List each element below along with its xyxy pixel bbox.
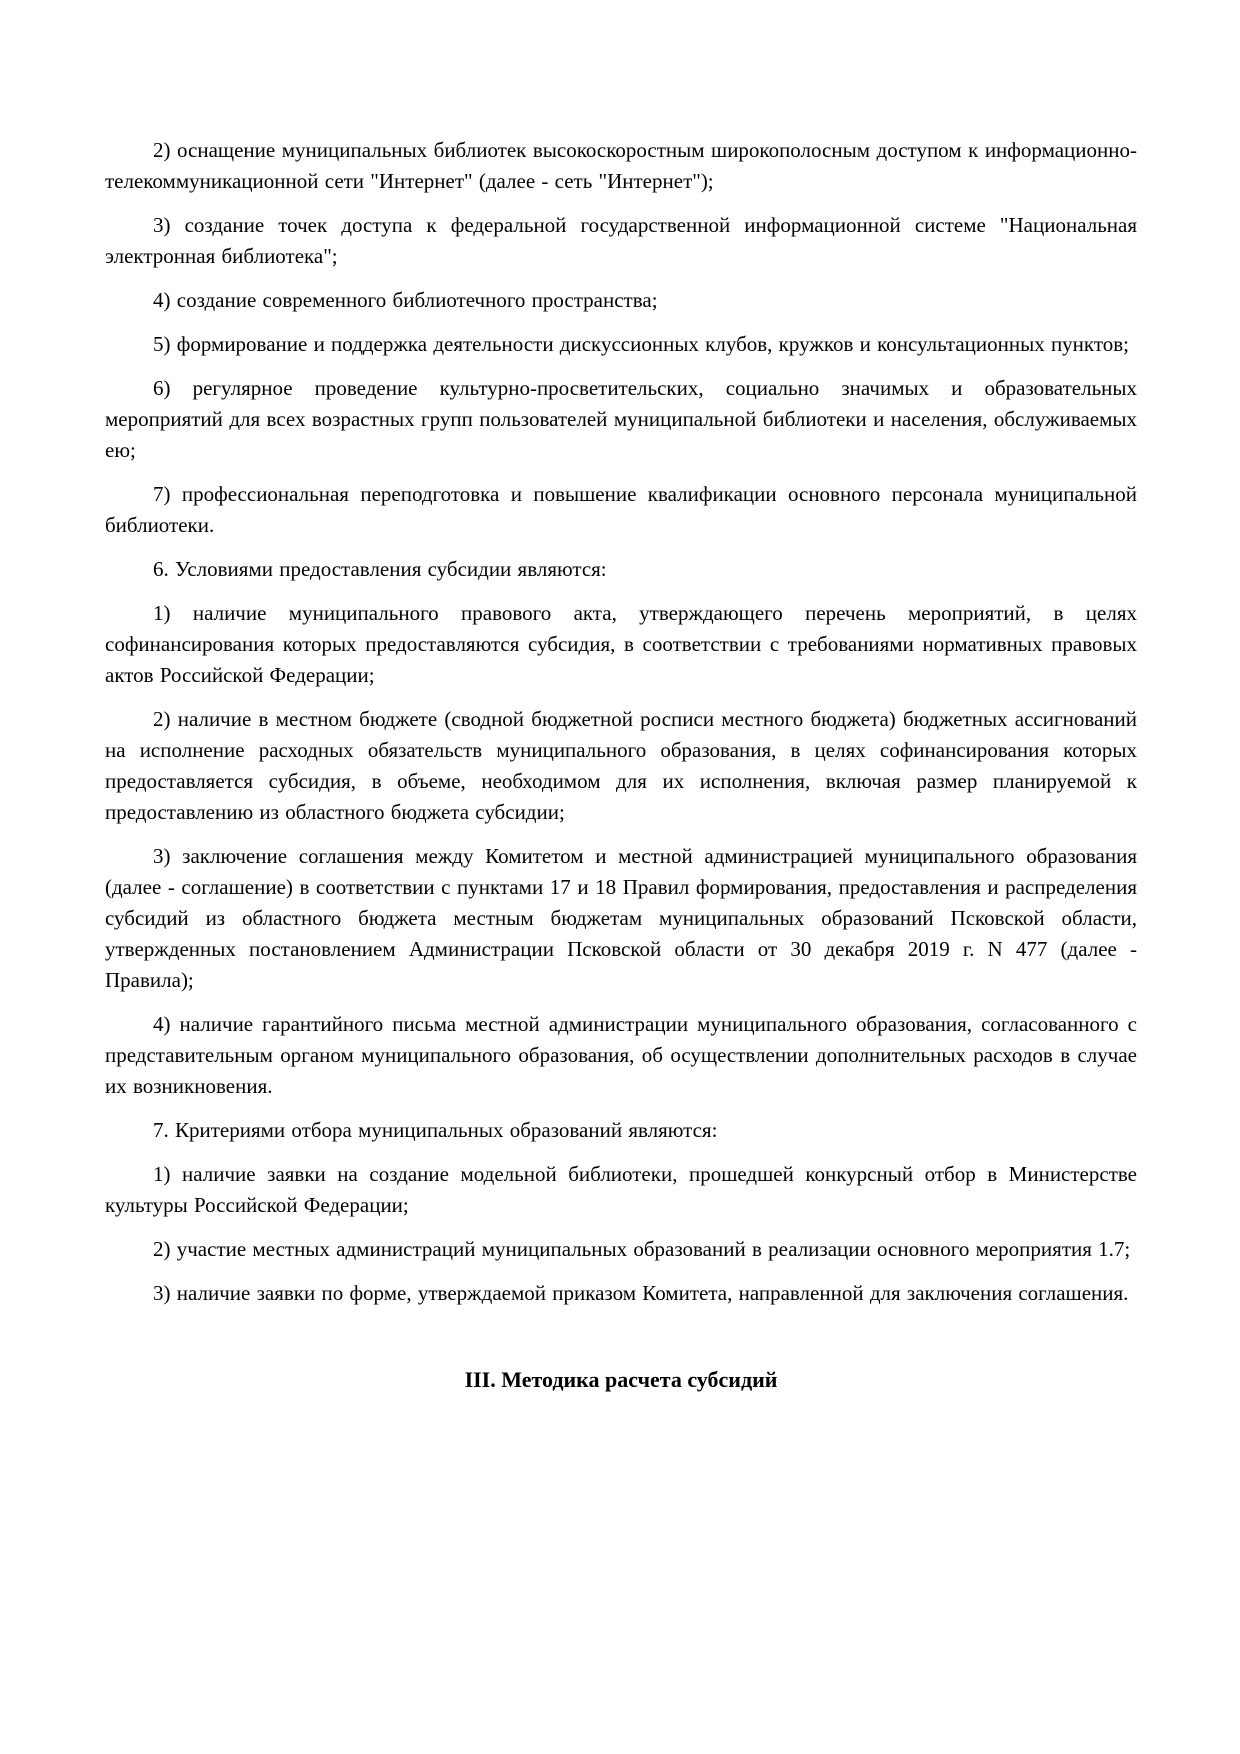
paragraph: 5) формирование и поддержка деятельности дискуссионных клубов, кружков и консультационных пунктов; — [153, 332, 1129, 356]
paragraph: 7. Критериями отбора муниципальных образований являются: — [153, 1118, 718, 1142]
paragraph: 4) создание современного библиотечного пространства; — [153, 288, 658, 312]
paragraph: 3) заключение соглашения между Комитетом и местной администрацией муниципального образования (далее - соглашение) в соответствии с пунктами 17 и 18 Правил формирования, предоставления и распределения субсидий из областного бюджета местным бюджетам муниципальных образований Псковской области, утвержденных постановлением Администрации Псковской области от 30 декабря 2019 г. N 477 (далее - Правила); — [105, 844, 1137, 992]
paragraph: 3) наличие заявки по форме, утверждаемой приказом Комитета, направленной для заключения соглашения. — [153, 1281, 1129, 1305]
paragraph: 1) наличие заявки на создание модельной библиотеки, прошедшей конкурсный отбор в Министерстве культуры Российской Федерации; — [105, 1162, 1137, 1217]
paragraph: 4) наличие гарантийного письма местной администрации муниципального образования, согласованного с представительным органом муниципального образования, об осуществлении дополнительных расходов в случае их возникновения. — [105, 1012, 1137, 1098]
paragraph: 2) участие местных администраций муниципальных образований в реализации основного мероприятия 1.7; — [153, 1237, 1131, 1261]
paragraph: 1) наличие муниципального правового акта, утверждающего перечень мероприятий, в целях софинансирования которых предоставляются субсидия, в соответствии с требованиями нормативных правовых актов Российской Федерации; — [105, 601, 1137, 687]
paragraph: 3) создание точек доступа к федеральной государственной информационной системе "Национальная электронная библиотека"; — [105, 213, 1137, 268]
paragraph: 6. Условиями предоставления субсидии являются: — [153, 557, 607, 581]
paragraph: 2) оснащение муниципальных библиотек высокоскоростным широкополосным доступом к информационно-телекоммуникационной сети "Интернет" (далее - сеть "Интернет"); — [105, 138, 1137, 193]
paragraph: 2) наличие в местном бюджете (сводной бюджетной росписи местного бюджета) бюджетных ассигнований на исполнение расходных обязательств муниципального образования, в целях софинансирования которых предоставляется субсидия, в объеме, необходимом для их исполнения, включая размер планируемой к предоставлению из областного бюджета субсидии; — [105, 707, 1137, 824]
section-heading: III. Методика расчета субсидий — [464, 1367, 778, 1392]
paragraph: 6) регулярное проведение культурно-просветительских, социально значимых и образовательных мероприятий для всех возрастных групп пользователей муниципальной библиотеки и населения, обслуживаемых ею; — [105, 376, 1137, 462]
paragraph: 7) профессиональная переподготовка и повышение квалификации основного персонала муниципальной библиотеки. — [105, 482, 1137, 537]
